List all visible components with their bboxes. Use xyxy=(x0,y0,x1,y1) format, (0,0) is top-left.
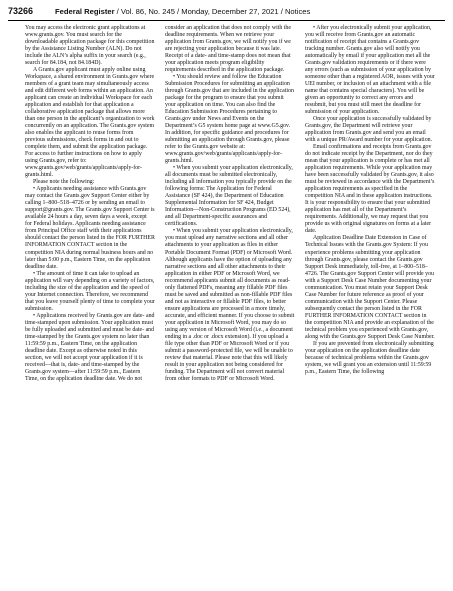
paragraph: You may access the electronic grant applications at www.grants.gov. You must search for the downloadable application package for this competition by the Assistance Listing Number (ALN). Do not include the ALN’s alpha suffix in your search (e.g., search for 84.184, not 84.184D). xyxy=(25,25,155,67)
text-column-middle xyxy=(165,25,295,383)
paragraph: consider an application that does not comply with the deadline requirements. When we retrieve your application from Grants.gov, we will notify you if we are rejecting your application because it was late. Receipt of a date- and time-stamp does not mean that your application meets program eligibility requirements described in the application package. xyxy=(165,25,291,74)
publication-name: Federal Register xyxy=(55,7,115,16)
paragraph: • The amount of time it can take to upload an application will vary depending on a variety of factors, including the size of the application and the speed of your Internet connection. Therefore, we recommend that you leave yourself plenty of time to complete your submission. xyxy=(25,270,155,312)
paragraph: • Applicants needing assistance with Grants.gov may contact the Grants.gov Support Center either by calling 1–800–518–4726 or by sending an email to support@grants.gov. The Grants.gov Support Center is available 24 hours a day, seven days a week, except for Federal holidays. Applicants needing assistance from Principal Office staff with their applications should contact the person listed in the FOR FURTHER INFORMATION CONTACT section in the competition NIA during normal business hours and no later than 5:00 p.m., Eastern Time, on the application deadline date. xyxy=(25,186,155,270)
issue-info: / Vol. 86, No. 245 / Monday, December 27, 2021 / Notices xyxy=(114,7,311,16)
running-head xyxy=(55,7,310,16)
paragraph: A Grants.gov applicant must apply online using Workspace, a shared environment in Grants.gov where members of a grant team may simultaneously access and edit different web forms within an application. An applicant can create an individual Workspace for each application and establish for that application a collaborative application package that allows more than one person in the applicant’s organization to work concurrently on an application. The Grants.gov system also enables the applicant to reuse forms from previous submissions, check forms in and out to complete them, and submit the application package. For access to further instructions on how to apply using Grants.gov, refer to: www.grants.gov/web/grants/applicants/apply-for-grants.html. xyxy=(25,67,155,179)
paragraph: • Applications received by Grants.gov are date- and time-stamped upon submission. Your application must be fully uploaded and submitted and must be date- and time-stamped by the Grants.gov system no later than 11:59:59 p.m., Eastern Time, on the application deadline date. Except as otherwise noted in this section, we will not accept your application if it is received—that is, date- and time-stamped by the Grants.gov system—after 11:59:59 p.m., Eastern Time, on the application deadline date. We do not xyxy=(25,312,155,382)
page-header xyxy=(8,6,445,21)
paragraph: Email confirmations and receipts from Grants.gov do not indicate receipt by the Department, nor do they mean that your application is complete or has met all application requirements. While your application may have been successfully validated by Grants.gov, it also must be reviewed in accordance with the Department’s application requirements as specified in the competition NIA and in these application instructions. It is your responsibility to ensure that your submitted application has met all of the Department’s requirements. Additionally, we may request that you provide us with original signatures on forms at a later date. xyxy=(305,144,435,235)
paragraph: • You should review and follow the Education Submission Procedures for submitting an application through Grants.gov that are included in the application package for the program to ensure that you submit your application on time. You can also find the Education Submission Procedures pertaining to Grants.gov under News and Events on the Department’s G5 system home page at www.G5.gov. In addition, for specific guidance and procedures for submitting an application through Grants.gov, please refer to the Grants.gov website at: www.grants.gov/web/grants/applicants/apply-for-grants.html. xyxy=(165,74,294,165)
paragraph: • When you submit your application electronically, all documents must be submitted electronically, including all information you typically provide on the following forms: The Application for Federal Assistance (SF 424), the Department of Education Supplemental Information for SF 424, Budget Information—Non-Construction Programs (ED 524), and all Department-specific assurances and certifications. xyxy=(165,165,293,228)
text-column-right xyxy=(305,25,435,376)
paragraph: • After you electronically submit your application, you will receive from Grants.gov an automatic notification of receipt that contains a Grants.gov tracking number. Grants.gov also will notify you automatically by email if your application met all the Grants.gov validation requirements or if there were any errors (such as submission of your application by someone other than a registered AOR, issues with your UEI number, or inclusion of an attachment with a file name that contains special characters). You will be given an opportunity to correct any errors and resubmit, but you must still meet the deadline for submission of your application. xyxy=(305,25,435,116)
paragraph: Application Deadline Date Extension in Case of Technical Issues with the Grants.gov System: If you experience problems submitting your application through Grants.gov, please contact the Grants.gov Support Desk immediately, toll-free, at 1–800–518–4726. The Grants.gov Support Center will provide you with a Support Desk Case Number documenting your communication. You must retain your Support Desk Case Number for future reference as proof of your communication with the Support Center. Please subsequently contact the person listed in the FOR FURTHER INFORMATION CONTACT section in the competition NIA and provide an explanation of the technical problem you experienced with Grants.gov, along with the Grants.gov Support Desk Case Number. xyxy=(305,235,435,340)
text-column-left xyxy=(25,25,155,383)
paragraph: If you are prevented from electronically submitting your application on the application deadline date because of technical problems within the Grants.gov system, we will grant you an extension until 11:59:59 p.m., Eastern Time, the following xyxy=(305,340,434,375)
paragraph: Please note the following: xyxy=(33,179,95,186)
paragraph: Once your application is successfully validated by Grants.gov, the Department will retrieve your application from Grants.gov and send you an email with a unique PR/Award number for your application. xyxy=(305,116,433,144)
page-number: 73266 xyxy=(8,6,34,16)
paragraph: • When you submit your application electronically, you must upload any narrative sections and all other attachments to your application as files in either Portable Document Format (PDF) or Microsoft Word. Although applicants have the option of uploading any narrative sections and all other attachments to their application in either PDF or Microsoft Word, we recommend applicants submit all documents as read-only flattened PDFs, meaning any fillable PDF files must be saved and submitted as non-fillable PDF files and not as interactive or fillable PDF files, to better ensure applications are processed in a more timely, accurate, and efficient manner. If you choose to submit your application in Microsoft Word, you may do so using any version of Microsoft Word (i.e., a document ending in a .doc or .docx extension). If you upload a file type other than PDF or Microsoft Word or if you submit a password-protected file, we will be unable to review that material. Please note that this will likely result in your application not being considered for funding. The Department will not convert material from other formats to PDF or Microsoft Word. xyxy=(165,228,295,382)
